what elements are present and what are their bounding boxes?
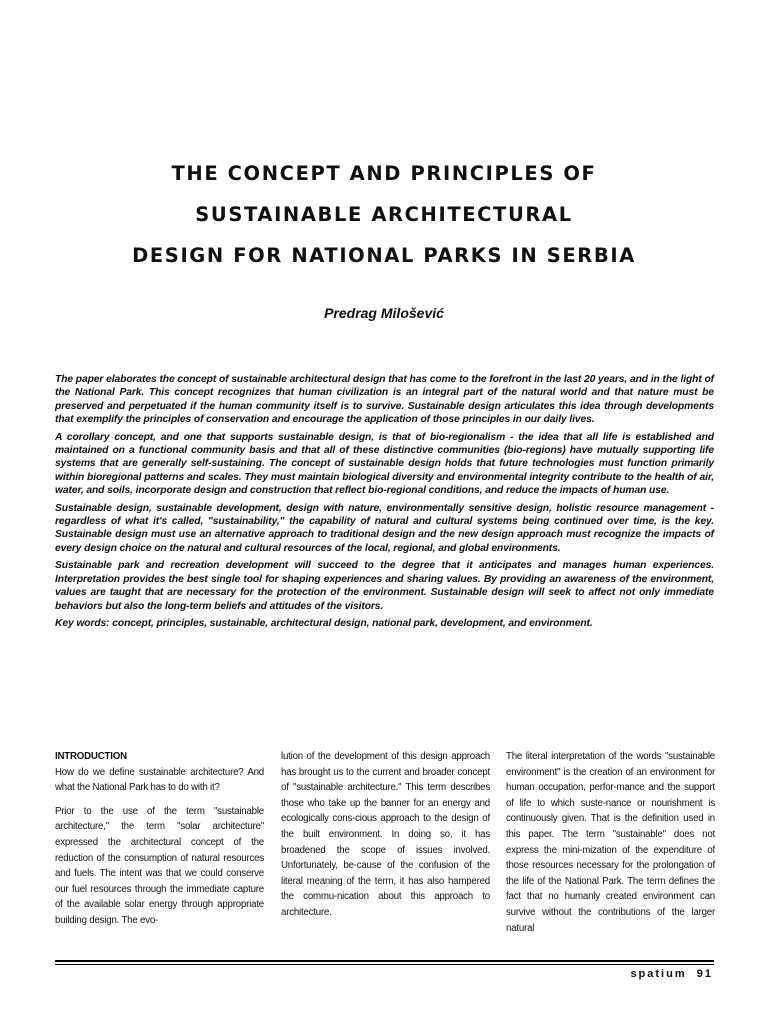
- abstract-paragraph-2: A corollary concept, and one that supports sustainable design, is that of bio-regionalism - the idea that all life is established and maintained on a functional community basis and that all of these distinctive communities (bio-regions) have mutually supporting life systems that are generally self-sustaining. The concept of sustainable design holds that future technologies must function primarily within bioregional patterns and scales. They must maintain biological diversity and environmental integrity contribute to the health of air, water, and soils, incorporate design and construction that reflect bio-regional conditions, and reduce the impacts of human use.: [55, 431, 714, 497]
- body-column-1: [55, 749, 264, 937]
- page-number: 91: [696, 968, 713, 980]
- title-line-2: SUSTAINABLE ARCHITECTURAL: [195, 203, 573, 226]
- footer-rule-thick: [55, 960, 714, 962]
- abstract-paragraph-3: Sustainable design, sustainable development, design with nature, environmentally sensitive design, holistic resource management - regardless of what it's called, "sustainability," the capability of natural and cultural systems being continued over time, is the key. Sustainable design must use an alternative approach to traditional design and the new design approach must recognize the impacts of every design choice on the natural and cultural resources of the local, regional, and global environments.: [55, 502, 714, 554]
- page-footer: [630, 968, 713, 980]
- body-paragraph: The literal interpretation of the words "sustainable environment" is the creation of an environment for human occupation, perfor-mance and the support of life to which suste-nance or nourishment is continuously given. That is the definition used in this paper. The term "sustainable" does not express the mini-mization of the expenditure of those resources necessary for the prolongation of the life of the National Park. The term defines the fact that no humanly created environment can survive without the contributions of the larger natural: [506, 751, 715, 934]
- article-title: [0, 158, 768, 281]
- abstract-paragraph-1: The paper elaborates the concept of sustainable architectural design that has come to the forefront in the last 20 years, and in the light of the National Park. This concept recognizes that human civilization is an integral part of the natural world and that nature must be preserved and perpetuated if the human community itself is to survive. Sustainable design articulates this idea through developments that exemplify the principles of conservation and encourage the application of those principles in our daily lives.: [55, 374, 714, 426]
- footer-rule-thin: [55, 964, 714, 965]
- keywords: Key words: concept, principles, sustainable, architectural design, national park, development, and environment.: [55, 617, 593, 629]
- body-paragraph: How do we define sustainable architecture? And what the National Park has to do with it?: [55, 766, 264, 794]
- body-column-2: [281, 749, 490, 929]
- author-name: Predrag Milošević: [324, 305, 444, 321]
- abstract-paragraph-4: Sustainable park and recreation development will succeed to the degree that it anticipates and manages human experiences. Interpretation provides the best single tool for shaping experiences and sharing values. By providing an awareness of the environment, values are taught that are necessary for the protection of the environment. Sustainable design will seek to affect not only immediate behaviors but also the long-term beliefs and attitudes of the visitors.: [55, 560, 714, 612]
- body-paragraph: lution of the development of this design approach has brought us to the current and broader concept of "sustainable architecture." This term describes those who take up the banner for an energy and ecologically cons-cious approach to the design of the built environment. In doing so, it has broadened the scope of issues involved. Unfortunately, be-cause of the confusion of the literal meaning of the term, it has also hampered the commu-nication about this approach to architecture.: [281, 751, 490, 918]
- journal-name: spatium: [630, 968, 687, 980]
- abstract: [55, 373, 714, 634]
- body-paragraph: Prior to the use of the term "sustainable architecture," the term "solar architecture" expressed the architectural concept of the reduction of the consumption of natural resources and fuels. The intent was that we could conserve our fuel resources through the immediate capture of the available solar energy through appropriate building design. The evo-: [55, 805, 264, 926]
- section-heading: INTRODUCTION: [55, 751, 127, 762]
- body-column-3: [506, 749, 715, 944]
- title-line-3: DESIGN FOR NATIONAL PARKS IN SERBIA: [132, 244, 636, 267]
- title-line-1: THE CONCEPT AND PRINCIPLES OF: [171, 162, 597, 185]
